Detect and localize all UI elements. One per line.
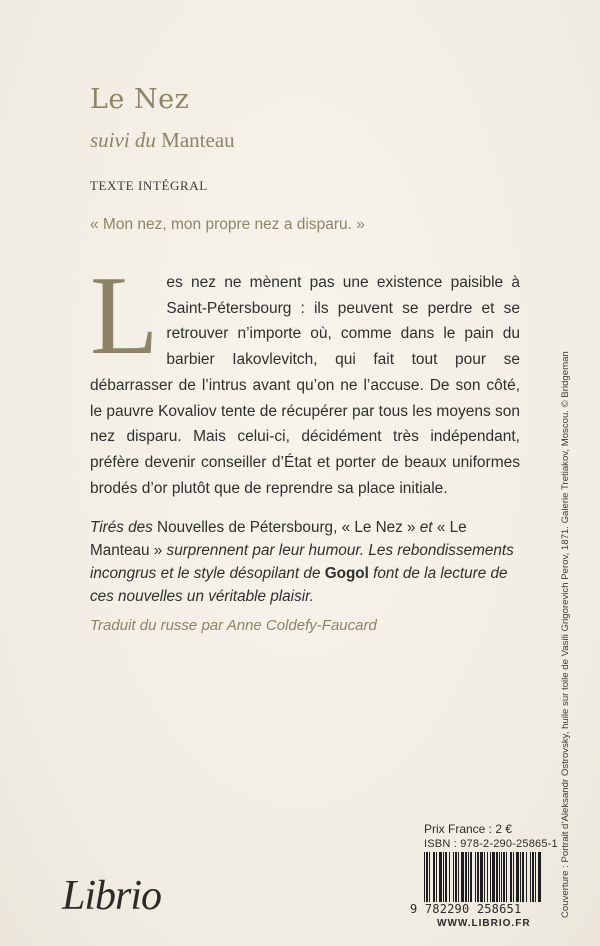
subtitle-connector: suivi du: [90, 128, 156, 152]
epigraph-quote: « Mon nez, mon propre nez a disparu. »: [90, 216, 365, 233]
drop-cap: L: [90, 254, 159, 378]
blurb-text: es nez ne mènent pas une existence paisible à Saint-Pétersbourg : ils peuvent se perdre et se retrouver n’importe où, comme dans le pain du barbier Iakovlevitch, qui fait tout pour se débarrasser de l’intrus avant qu’on ne l’accuse. De son côté, le pauvre Kovaliov tente de récupérer par tous les moyens son nez disparu. Mais celui-ci, décidément très indépendant, préfère devenir conseiller d’État et porter de beaux uniformes brodés d’or plutôt que de reprendre sa place initiale.: [90, 274, 520, 497]
cover-credit-text: Couverture : Portrait d’Aleksandr Ostrovsky, huile sur toile de Vasili Grigorevich Perov, 1871. Galerie Tretiakov, Moscou. © Bridgeman: [560, 351, 571, 918]
cover-credit: [560, 351, 580, 918]
summary-text: ,: [333, 519, 342, 536]
book-title: Le Nez: [90, 84, 190, 115]
summary-text: Tirés des: [90, 519, 158, 536]
barcode-number: 9 782290 258651: [410, 902, 522, 916]
summary-author: Gogol: [324, 565, 369, 582]
publisher-logo: Librio: [62, 873, 162, 919]
publisher-website: WWW.LIBRIO.FR: [437, 918, 531, 929]
barcode-icon: [422, 852, 544, 906]
summary-work-title: Nouvelles de Pétersbourg: [157, 519, 334, 536]
price-label: Prix France : 2 €: [424, 822, 513, 836]
edition-label: TEXTE INTÉGRAL: [90, 178, 208, 193]
isbn-label: ISBN : 978-2-290-25865-1: [424, 838, 558, 850]
subtitle-work: Manteau: [161, 128, 235, 152]
book-subtitle: [90, 128, 235, 153]
summary-text: font de la lecture de ces nouvelles un véritable plaisir.: [90, 565, 508, 605]
translator-credit: Traduit du russe par Anne Coldefy-Faucard: [90, 617, 377, 634]
summary-text: surprennent par leur humour. Les rebondissements incongrus et le style désopilant de: [90, 542, 514, 582]
summary-story-title: « Le Nez »: [341, 519, 416, 536]
blurb-paragraph: [90, 254, 520, 501]
summary-story-title: « Le Manteau »: [90, 519, 467, 559]
summary-paragraph: [90, 516, 530, 608]
summary-text: et: [415, 519, 437, 536]
